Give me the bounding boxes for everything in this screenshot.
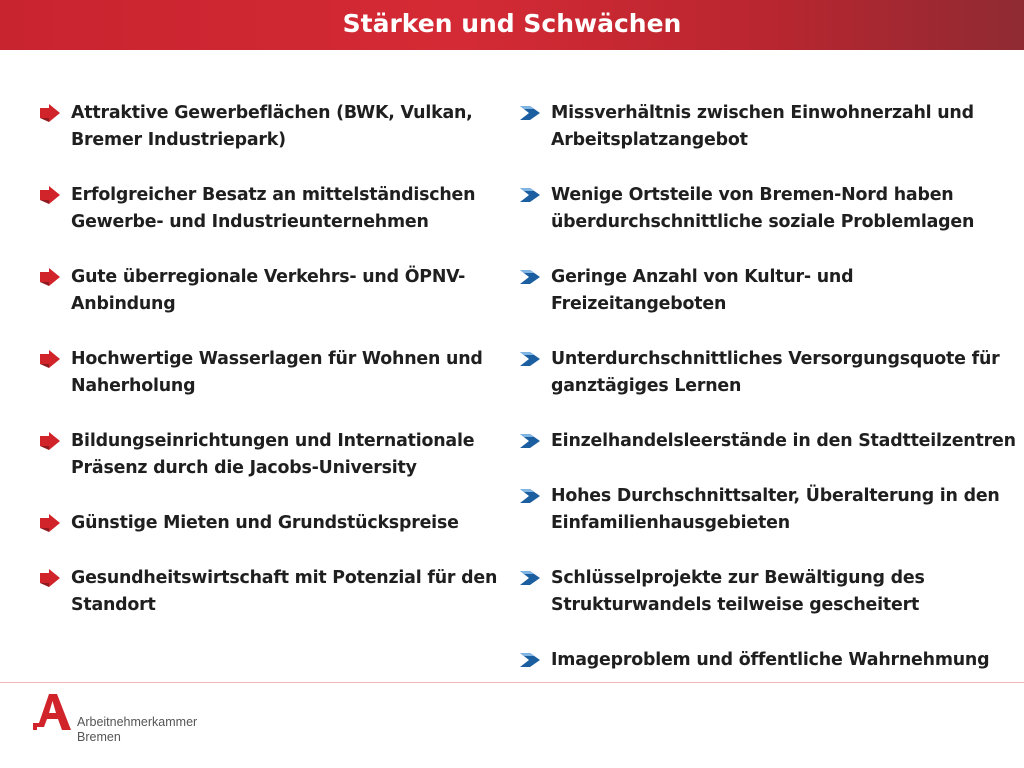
weakness-text: Schlüsselprojekte zur Bewältigung des Strukturwandels teilweise gescheitert — [551, 568, 925, 615]
weakness-item — [520, 182, 1020, 264]
arbeitnehmerkammer-logo-icon — [33, 694, 73, 732]
strength-item — [40, 264, 500, 346]
blue-chevron-icon — [520, 487, 540, 505]
red-arrow-icon — [40, 432, 60, 450]
page-title: Stärken und Schwächen — [342, 9, 682, 38]
strength-text: Gute überregionale Verkehrs- und ÖPNV-Anbindung — [71, 267, 466, 314]
strength-item — [40, 428, 500, 510]
strength-text: Erfolgreicher Besatz an mittelständischen Gewerbe- und Industrieunternehmen — [71, 185, 476, 232]
weakness-item — [520, 264, 1020, 346]
red-arrow-icon — [40, 569, 60, 587]
blue-chevron-icon — [520, 186, 540, 204]
blue-chevron-icon — [520, 651, 540, 669]
red-arrow-icon — [40, 514, 60, 532]
red-arrow-icon — [40, 104, 60, 122]
red-arrow-icon — [40, 268, 60, 286]
red-arrow-icon — [40, 186, 60, 204]
strength-item — [40, 182, 500, 264]
blue-chevron-icon — [520, 104, 540, 122]
weakness-text: Imageproblem und öffentliche Wahrnehmung — [551, 650, 990, 670]
blue-chevron-icon — [520, 432, 540, 450]
blue-chevron-icon — [520, 268, 540, 286]
weakness-item — [520, 100, 1020, 182]
weakness-text: Hohes Durchschnittsalter, Überalterung in den Einfamilienhausgebieten — [551, 486, 1000, 533]
strength-text: Bildungseinrichtungen und Internationale Präsenz durch die Jacobs-University — [71, 431, 475, 478]
weakness-item — [520, 565, 1020, 647]
weakness-text: Geringe Anzahl von Kultur- und Freizeitangeboten — [551, 267, 854, 314]
weakness-text: Einzelhandelsleerstände in den Stadtteilzentren — [551, 431, 1016, 451]
strength-item — [40, 565, 500, 647]
strength-item — [40, 346, 500, 428]
weaknesses-list — [520, 100, 1020, 702]
strength-text: Gesundheitswirtschaft mit Potenzial für den Standort — [71, 568, 498, 615]
org-city: Bremen — [77, 730, 121, 744]
weakness-item — [520, 647, 1020, 702]
weakness-text: Missverhältnis zwischen Einwohnerzahl und Arbeitsplatzangebot — [551, 103, 974, 150]
blue-chevron-icon — [520, 569, 540, 587]
org-name: Arbeitnehmerkammer — [77, 715, 198, 729]
strength-text: Günstige Mieten und Grundstückspreise — [71, 513, 459, 533]
strength-text: Attraktive Gewerbeflächen (BWK, Vulkan, Bremer Industriepark) — [71, 103, 473, 150]
weakness-item — [520, 346, 1020, 428]
strengths-list — [40, 100, 500, 647]
strength-text: Hochwertige Wasserlagen für Wohnen und Naherholung — [71, 349, 483, 396]
weakness-text: Unterdurchschnittliches Versorgungsquote für ganztägiges Lernen — [551, 349, 1000, 396]
blue-chevron-icon — [520, 350, 540, 368]
footer-divider — [0, 682, 1024, 683]
weakness-text: Wenige Ortsteile von Bremen-Nord haben überdurchschnittliche soziale Problemlagen — [551, 185, 975, 232]
weakness-item — [520, 483, 1020, 565]
weakness-item — [520, 428, 1020, 483]
red-arrow-icon — [40, 350, 60, 368]
strength-item — [40, 100, 500, 182]
strength-item — [40, 510, 500, 565]
